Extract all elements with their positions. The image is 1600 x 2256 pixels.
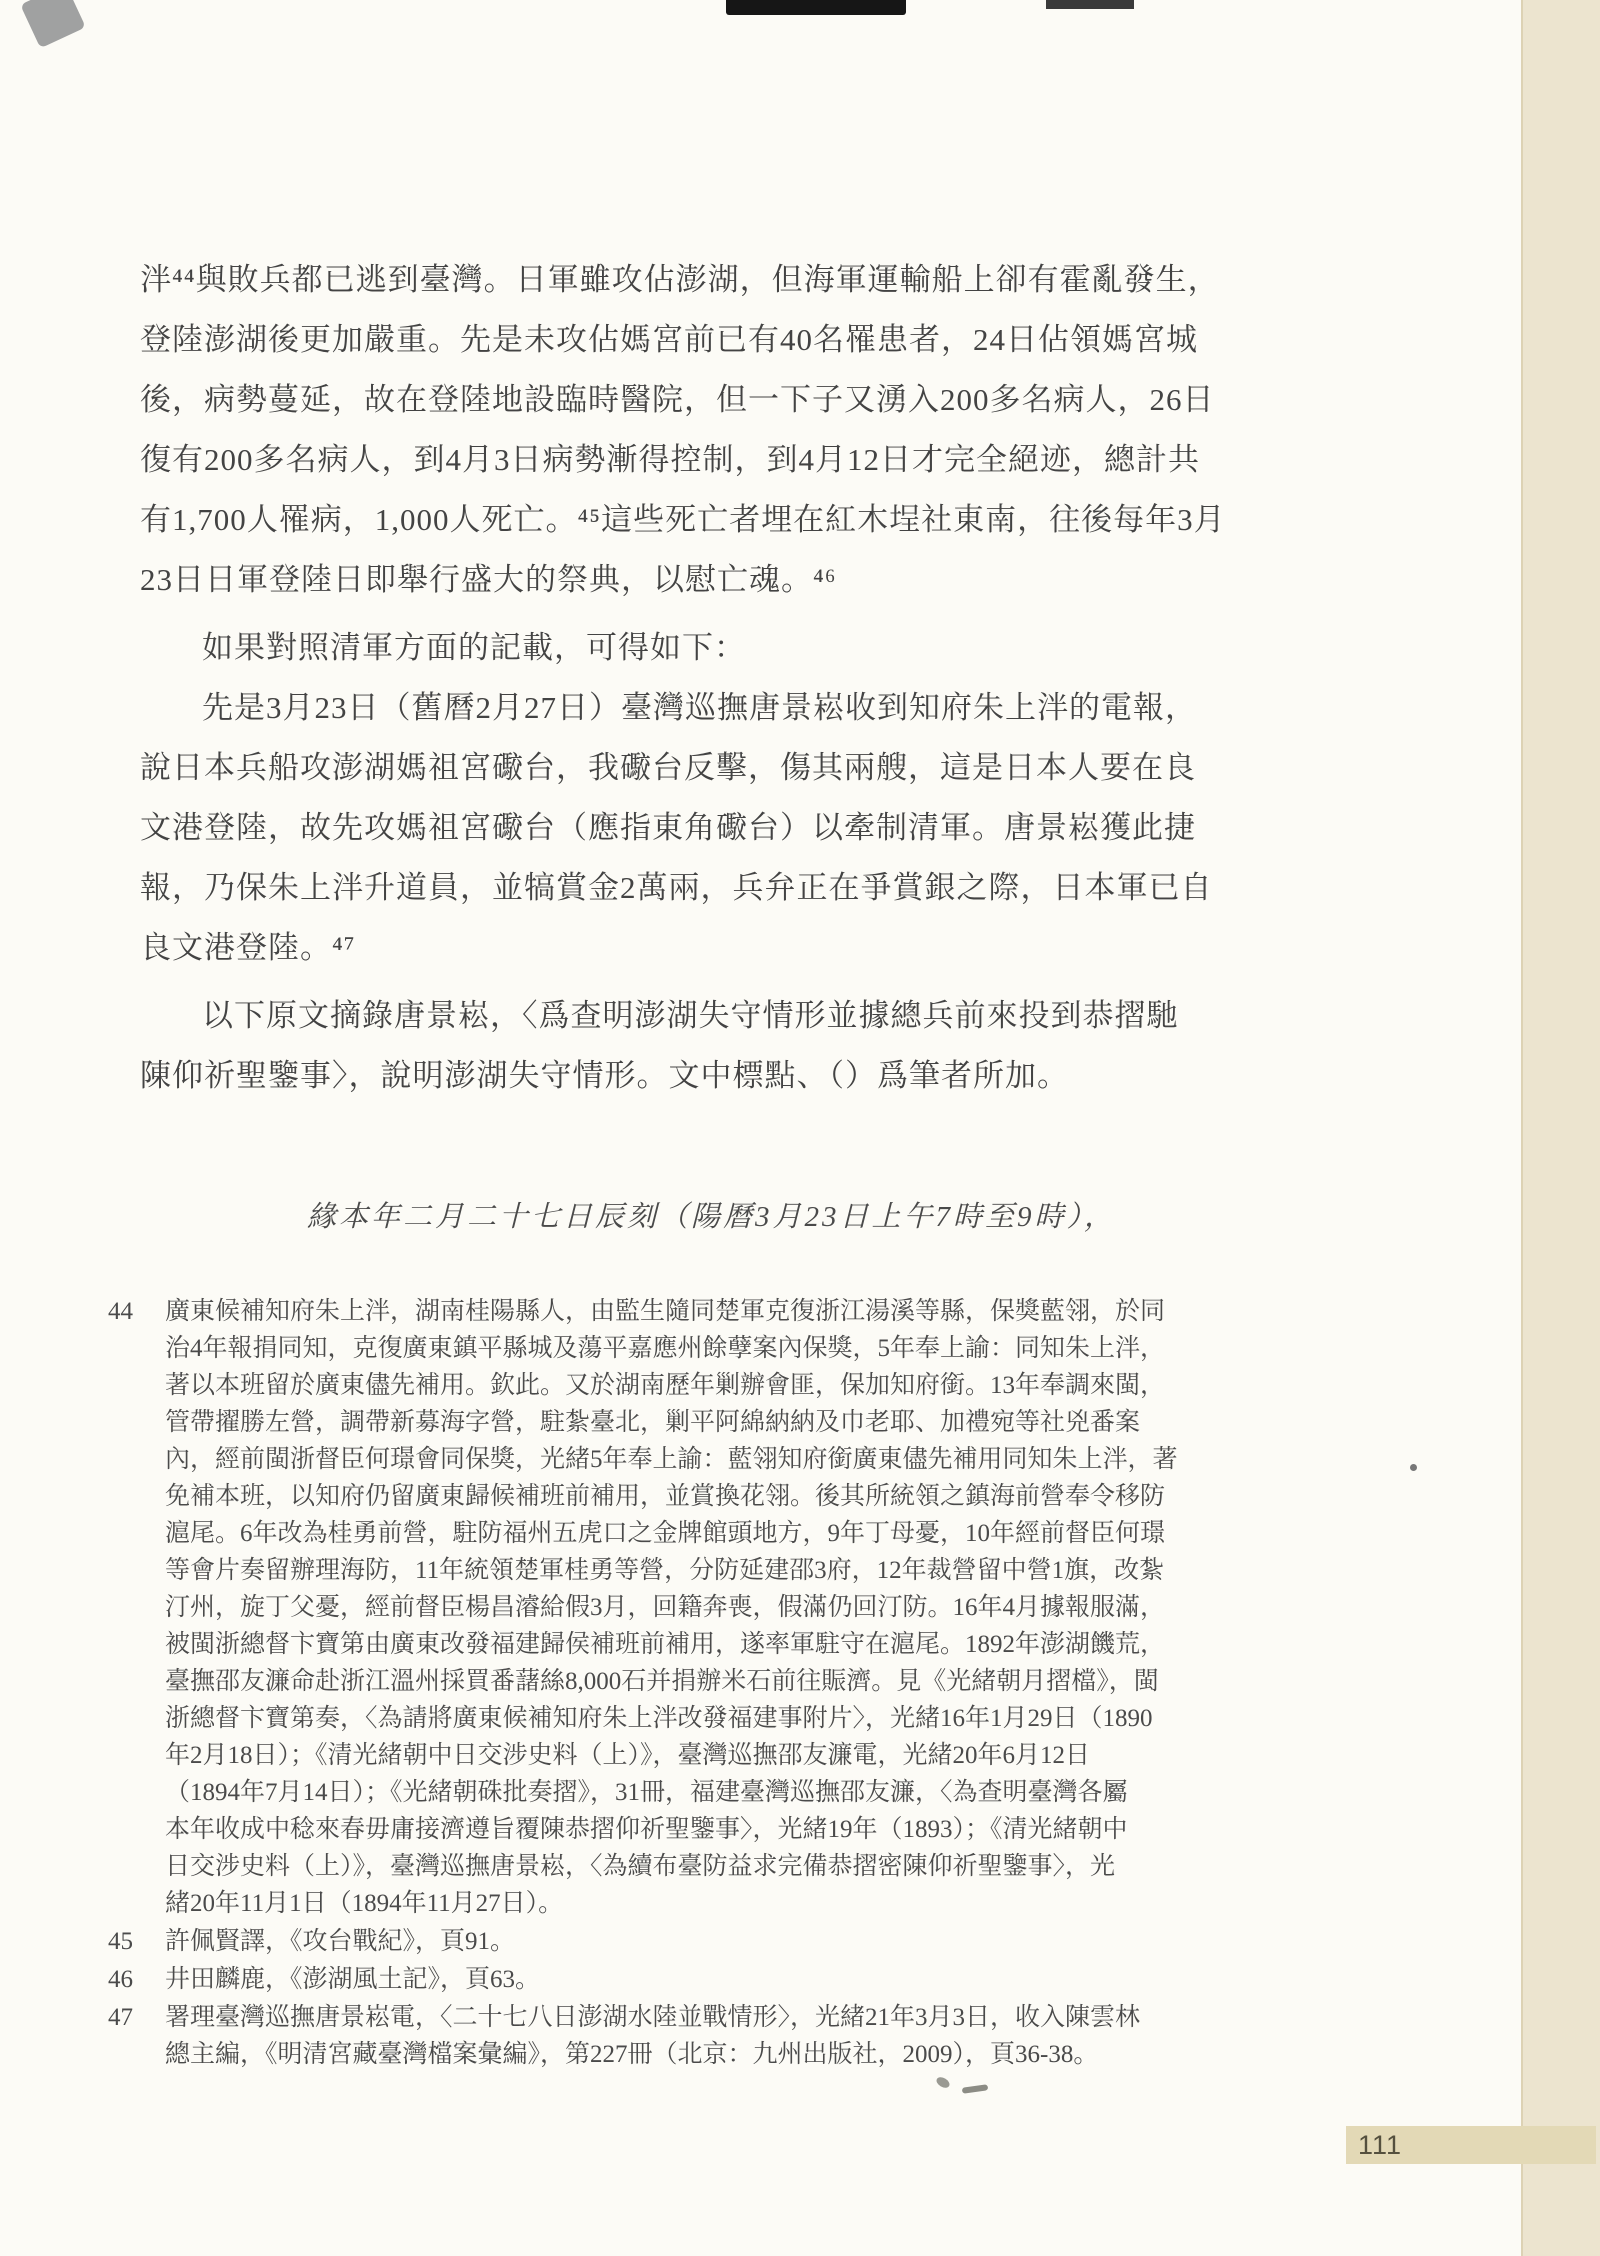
body-line: 良文港登陸。⁴⁷ <box>140 930 356 965</box>
scan-artifact-top-left <box>20 0 86 48</box>
footnote-line: 管帶擢勝左營，調帶新募海字營，駐紮臺北，剿平阿綿納納及巾老耶、加禮宛等社兇番案 <box>165 1409 1141 1436</box>
scan-artifact-top-bar <box>726 0 906 15</box>
footnote-number: 44 <box>108 1298 133 1325</box>
footnote-line: 汀州，旋丁父憂，經前督臣楊昌濬給假3月，回籍奔喪，假滿仍回汀防。16年4月據報服滿， <box>165 1594 1166 1621</box>
footnote-text <box>165 1293 1318 1922</box>
body-line: 後，病勢蔓延，故在登陸地設臨時醫院，但一下子又湧入200多名病人，26日 <box>140 382 1215 417</box>
footnote-line: 免補本班，以知府仍留廣東歸候補班前補用，並賞換花翎。後其所統領之鎮海前營奉令移防 <box>165 1483 1166 1510</box>
body-line: 先是3月23日（舊曆2月27日）臺灣巡撫唐景崧收到知府朱上泮的電報， <box>202 690 1197 725</box>
body-line: 以下原文摘錄唐景崧，〈爲查明澎湖失守情形並據總兵前來投到恭摺馳 <box>202 998 1179 1033</box>
footnote-46 <box>108 1961 1318 1998</box>
scan-smudge <box>962 2084 989 2094</box>
body-line: 泮⁴⁴與敗兵都已逃到臺灣。日軍雖攻佔澎湖，但海軍運輸船上卻有霍亂發生， <box>140 262 1220 297</box>
footnotes-section <box>108 1293 1318 2074</box>
scan-edge-strip <box>1521 0 1600 2256</box>
main-body-text <box>140 250 1240 1106</box>
scan-artifact-top-bar-small <box>1046 0 1134 9</box>
footnote-line: 井田麟鹿，《澎湖風土記》，頁63。 <box>165 1966 541 1993</box>
footnote-44 <box>108 1293 1318 1922</box>
footnote-line: 年2月18日）；《清光緒朝中日交涉史料（上）》，臺灣巡撫邵友濂電，光緒20年6月12日 <box>165 1742 1091 1769</box>
body-line: 說日本兵船攻澎湖媽祖宮礮台，我礮台反擊，傷其兩艘，這是日本人要在良 <box>140 750 1196 785</box>
footnote-number: 47 <box>108 2004 133 2031</box>
footnote-line: 緒20年11月1日（1894年11月27日）。 <box>165 1890 564 1917</box>
footnote-line: 本年收成中稔來春毋庸接濟遵旨覆陳恭摺仰祈聖鑒事〉，光緒19年（1893）；《清光緒朝中 <box>165 1816 1128 1843</box>
footnote-line: 被閩浙總督卞寶第由廣東改發福建歸侯補班前補用，遂率軍駐守在滬尾。1892年澎湖饑荒， <box>165 1631 1166 1658</box>
body-line: 23日日軍登陸日即舉行盛大的祭典，以慰亡魂。⁴⁶ <box>140 562 837 597</box>
body-line: 文港登陸，故先攻媽祖宮礮台（應指東角礮台）以牽制清軍。唐景崧獲此捷 <box>140 810 1196 845</box>
body-line: 報，乃保朱上泮升道員，並犒賞金2萬兩，兵弁正在爭賞銀之際，日本軍已自 <box>140 870 1213 905</box>
scan-ink-dot <box>1410 1464 1417 1471</box>
footnote-text <box>165 1923 1318 1960</box>
footnote-line: 總主編，《明清宮藏臺灣檔案彙編》，第227冊（北京：九州出版社，2009），頁36-38。 <box>165 2041 1099 2068</box>
page-number-badge <box>1346 2126 1596 2164</box>
footnote-line: 浙總督卞寶第奏，〈為請將廣東候補知府朱上泮改發福建事附片〉，光緒16年1月29日（1890 <box>165 1705 1153 1732</box>
footnote-47 <box>108 1999 1318 2073</box>
footnote-line: 治4年報捐同知，克復廣東鎮平縣城及蕩平嘉應州餘孽案內保獎，5年奉上諭：同知朱上泮， <box>165 1335 1166 1362</box>
footnote-number: 45 <box>108 1928 133 1955</box>
body-line: 復有200多名病人，到4月3日病勢漸得控制，到4月12日才完全絕迹，總計共 <box>140 442 1200 477</box>
footnote-line: 許佩賢譯，《攻台戰紀》，頁91。 <box>165 1928 516 1955</box>
footnote-text <box>165 1999 1318 2073</box>
footnote-line: 署理臺灣巡撫唐景崧電，〈二十七八日澎湖水陸並戰情形〉，光緒21年3月3日，收入陳雲林 <box>165 2004 1141 2031</box>
body-line: 陳仰祈聖鑒事〉，說明澎湖失守情形。文中標點、（）爲筆者所加。 <box>140 1058 1069 1093</box>
footnote-line: （1894年7月14日）；《光緒朝硃批奏摺》，31冊，福建臺灣巡撫邵友濂，〈為查明臺灣各屬 <box>165 1779 1128 1806</box>
body-line: 有1,700人罹病，1,000人死亡。⁴⁵這些死亡者埋在紅木埕社東南，往後每年3月 <box>140 502 1226 537</box>
page-number: 111 <box>1358 2129 1403 2160</box>
memorial-quote-line: 緣本年二月二十七日辰刻（陽曆3月23日上午7時至9時）， <box>307 1201 1117 1233</box>
footnote-line: 日交涉史料（上）》，臺灣巡撫唐景崧，〈為續布臺防益求完備恭摺密陳仰祈聖鑒事〉，光 <box>165 1853 1116 1880</box>
scan-smudge <box>935 2075 952 2090</box>
footnote-text <box>165 1961 1318 1998</box>
footnote-line: 滬尾。6年改為桂勇前營，駐防福州五虎口之金牌館頭地方，9年丁母憂，10年經前督臣何璟 <box>165 1520 1166 1547</box>
footnote-line: 臺撫邵友濂命赴浙江溫州採買番藷絲8,000石并捐辦米石前往賑濟。見《光緒朝月摺檔》，閩 <box>165 1668 1159 1695</box>
body-line: 登陸澎湖後更加嚴重。先是未攻佔媽宮前已有40名罹患者，24日佔領媽宮城 <box>140 322 1198 357</box>
body-line: 如果對照清軍方面的記載，可得如下： <box>202 630 746 665</box>
footnote-line: 著以本班留於廣東儘先補用。欽此。又於湖南歷年剿辦會匪，保加知府銜。13年奉調來閩， <box>165 1372 1166 1399</box>
footnote-line: 廣東候補知府朱上泮，湖南桂陽縣人，由監生隨同楚軍克復浙江湯溪等縣，保獎藍翎，於同 <box>165 1298 1166 1325</box>
footnote-line: 等會片奏留辦理海防，11年統領楚軍桂勇等營，分防延建邵3府，12年裁營留中營1旗，改紮 <box>165 1557 1165 1584</box>
footnote-45 <box>108 1923 1318 1960</box>
footnote-line: 內，經前閩浙督臣何璟會同保獎，光緒5年奉上諭：藍翎知府銜廣東儘先補用同知朱上泮，著 <box>165 1446 1178 1473</box>
footnote-number: 46 <box>108 1966 133 1993</box>
